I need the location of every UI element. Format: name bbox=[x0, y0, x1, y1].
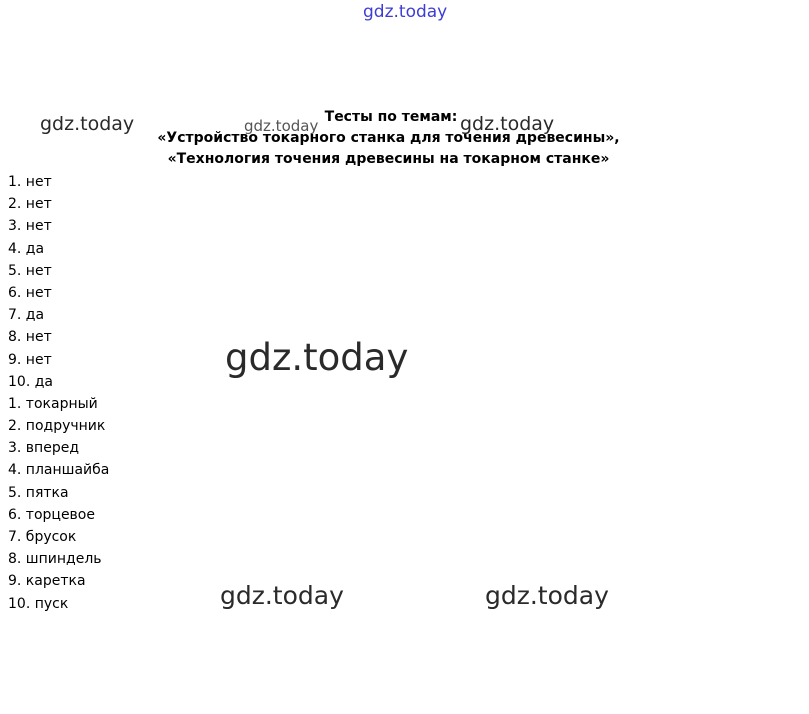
answer-item: 3. нет bbox=[8, 218, 52, 235]
heading-line-1: Тесты по темам: bbox=[324, 109, 458, 125]
answer-item: 4. да bbox=[8, 240, 45, 257]
answer-item: 6. торцевое bbox=[8, 506, 95, 523]
answer-item: 9. нет bbox=[8, 351, 52, 368]
answer-item: 5. пятка bbox=[8, 484, 69, 501]
answer-item: 6. нет bbox=[8, 284, 52, 301]
heading-line-3: «Технология точения древесины на токарном станке» bbox=[167, 151, 610, 167]
watermark-right: gdz.today bbox=[460, 113, 555, 135]
answer-item: 3. вперед bbox=[8, 440, 80, 457]
heading-line-2: «Устройство токарного станка для точения древесины», bbox=[157, 130, 620, 146]
answer-item: 8. нет bbox=[8, 329, 52, 346]
watermark-center-small: gdz.today bbox=[244, 117, 319, 135]
watermark-bottom-left: gdz.today bbox=[220, 581, 344, 610]
answer-item: 1. нет bbox=[8, 174, 52, 190]
watermark-big: gdz.today bbox=[225, 336, 409, 379]
answer-item: 7. да bbox=[8, 307, 45, 324]
answer-item: 9. каретка bbox=[8, 573, 86, 590]
answer-item: 10. да bbox=[8, 373, 53, 390]
answer-item: 7. брусок bbox=[8, 529, 77, 545]
answers-list bbox=[8, 171, 109, 615]
watermark-top: gdz.today bbox=[363, 2, 448, 22]
answer-item: 1. токарный bbox=[8, 395, 98, 412]
answer-item: 2. нет bbox=[8, 196, 52, 213]
watermark-left: gdz.today bbox=[40, 113, 135, 135]
answer-item: 8. шпиндель bbox=[8, 551, 102, 568]
watermark-bottom-right: gdz.today bbox=[485, 581, 609, 610]
answer-item: 2. подручник bbox=[8, 418, 106, 435]
answer-item: 4. планшайба bbox=[8, 462, 110, 479]
answer-item: 10. пуск bbox=[8, 595, 69, 612]
answer-item: 5. нет bbox=[8, 262, 52, 279]
document-heading bbox=[150, 107, 670, 170]
